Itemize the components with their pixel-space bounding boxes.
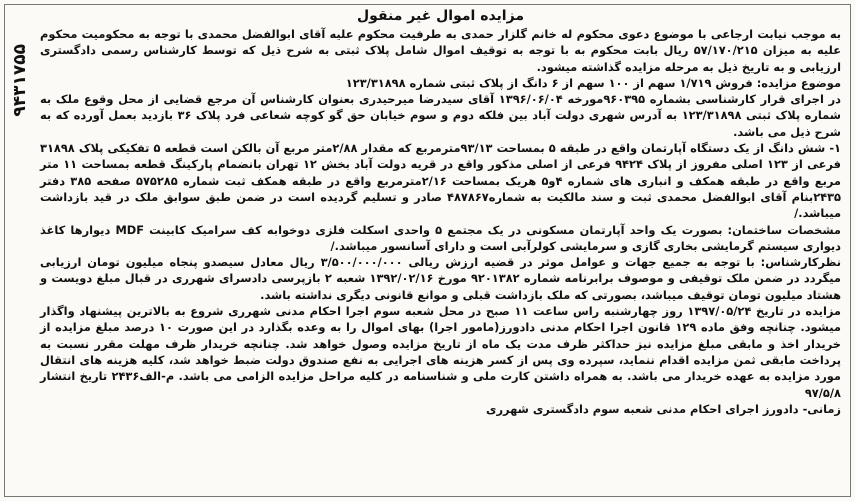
building-specifications: مشخصات ساختمان: بصورت یک واحد آپارتمان مسکونی در یک مجتمع ۵ واحدی اسکلت فلزی دوخوابه کف سرامیک کابینت MDF دیوارها کاغذ دیواری سیستم گرمایشی بخاری گازی و سرمایشی کولرآبی است و دارای آسانسور میباشد./ (40, 222, 841, 253)
signature-line: زمانی- دادورز اجرای احکام مدنی شعبه سوم دادگستری شهرری (486, 401, 841, 416)
notice-border (4, 4, 851, 497)
intro-paragraph: به موجب نیابت ارجاعی با موضوع دعوی محکوم له خانم گلزار حمدی به طرفیت محکوم علیه آقای ابوالفضل محمدی با توجه به محکومیت محکوم علیه به میزان ۵۷/۱۷۰/۲۱۵ ریال بابت محکوم به با توجه به توقیف اموال شامل پلاک ثبتی به شرح ذیل که توسط کارشناس رسمی دادگستری ارزیابی و به تاریخ ذیل به مرحله مزایده گذاشته میشود. (40, 27, 841, 74)
auction-subject: موضوع مزایده: فروش ۱/۷۱۹ سهم از ۱۰۰ سهم از ۶ دانگ از پلاک ثبتی شماره ۱۲۳/۳۱۸۹۸ (345, 75, 841, 90)
property-description: ۱- شش دانگ از یک دستگاه آپارتمان واقع در طبقه ۵ بمساحت ۹۳/۱۳مترمربع که مقدار ۲/۸۸متر مربع آن بالکن است قطعه ۵ تفکیکی پلاک ۳۱۸۹۸ فرعی از ۱۲۳ اصلی مفروز از پلاک ۹۴۲۴ فرعی از اصلی مذکور واقع در قریه دولت آباد بخش ۱۲ تهران بانضمام پارکینگ قطعه بمساحت ۱۱ متر مربع واقع در طبقه همکف و انباری های شماره ۴و۵ هریک بمساحت ۲/۱۶مترمربع واقع در طبقه همکف ثبت شماره ۵۷۵۲۸۵ صفحه ۳۸۵ دفتر ۲۴۳۵بنام آقای ابوالفضل محمدی ثبت و سند مالکیت به شماره۴۸۷۸۶۷ صادر و تسلیم گردیده است در ضمن طبق سوابق ملک در قید بازداشت میباشد./ (40, 141, 841, 221)
expert-visit-paragraph: در اجرای قرار کارشناسی بشماره ۹۶۰۳۹۵مورخه ۱۳۹۶/۰۶/۰۴ آقای سیدرضا میرحیدری بعنوان کارشناس آن مرجع قضایی از محل وقوع ملک به شماره پلاک ثبتی ۱۲۳/۳۱۸۹۸ به آدرس شهری دولت آباد بین فلکه دوم و سوم خیابان حق گو کوچه شعاعی فرد پلاک ۳۶ بازدید بعمل آورده که به شرح ذیل می باشد. (40, 92, 841, 139)
expert-opinion: نظرکارشناس: با توجه به جمیع جهات و عوامل موثر در قضیه ارزش ریالی ۳/۵۰۰/۰۰۰/۰۰۰ ریال معادل سیصدو پنجاه میلیون تومان ارزیابی میگردد در ضمن ملک توقیفی و موصوف برابرنامه شماره ۹۲۰۱۳۸۲ مورخ ۱۳۹۲/۰۲/۱۶ شعبه ۲ بازپرسی دادسرای شهرری در قبال مبلغ دویست و هشتاد میلیون تومان توقیف میباشد، بصورتی که ملک بازداشت قبلی و موانع قانونی دیگری نداشته باشد. (40, 255, 841, 302)
reference-code: ۹۴۳۱۷۵۵ (10, 44, 30, 117)
auction-terms: مزایده در تاریخ ۱۳۹۷/۰۵/۲۴ روز چهارشنبه راس ساعت ۱۱ صبح در محل شعبه سوم اجرا احکام مدنی شهرری شروع به بالاترین پیشنهاد واگذار میشود. چنانچه وفق ماده ۱۲۹ قانون اجرا احکام مدنی دادورز(مامور اجرا) بهای اموال را به وعده بگذارد در این صورت ۱۰ درصد مبلغ مزایده از خریدار اخذ و مابقی مبلغ مزایده نیز حداکثر ظرف مدت یک ماه از تاریخ مزایده وصول خواهد شد. چنانچه خریدار ظرف مهلت مقرر نسبت به پرداخت مابقی ثمن مزایده اقدام ننماید، سپرده وی پس از کسر هزینه های اجرایی به نفع صندوق دولت ضبط خواهد شد، کلیه هزینه های انتقال مورد مزایده به عهده خریدار می باشد. به همراه داشتن کارت ملی و شناسنامه در کلیه مراحل مزایده الزامی می باشد. م-الف۲۴۳۶ تاریخ انتشار ۹۷/۵/۸ (40, 304, 841, 400)
notice-title: مزایده اموال غیر منقول (357, 8, 524, 24)
